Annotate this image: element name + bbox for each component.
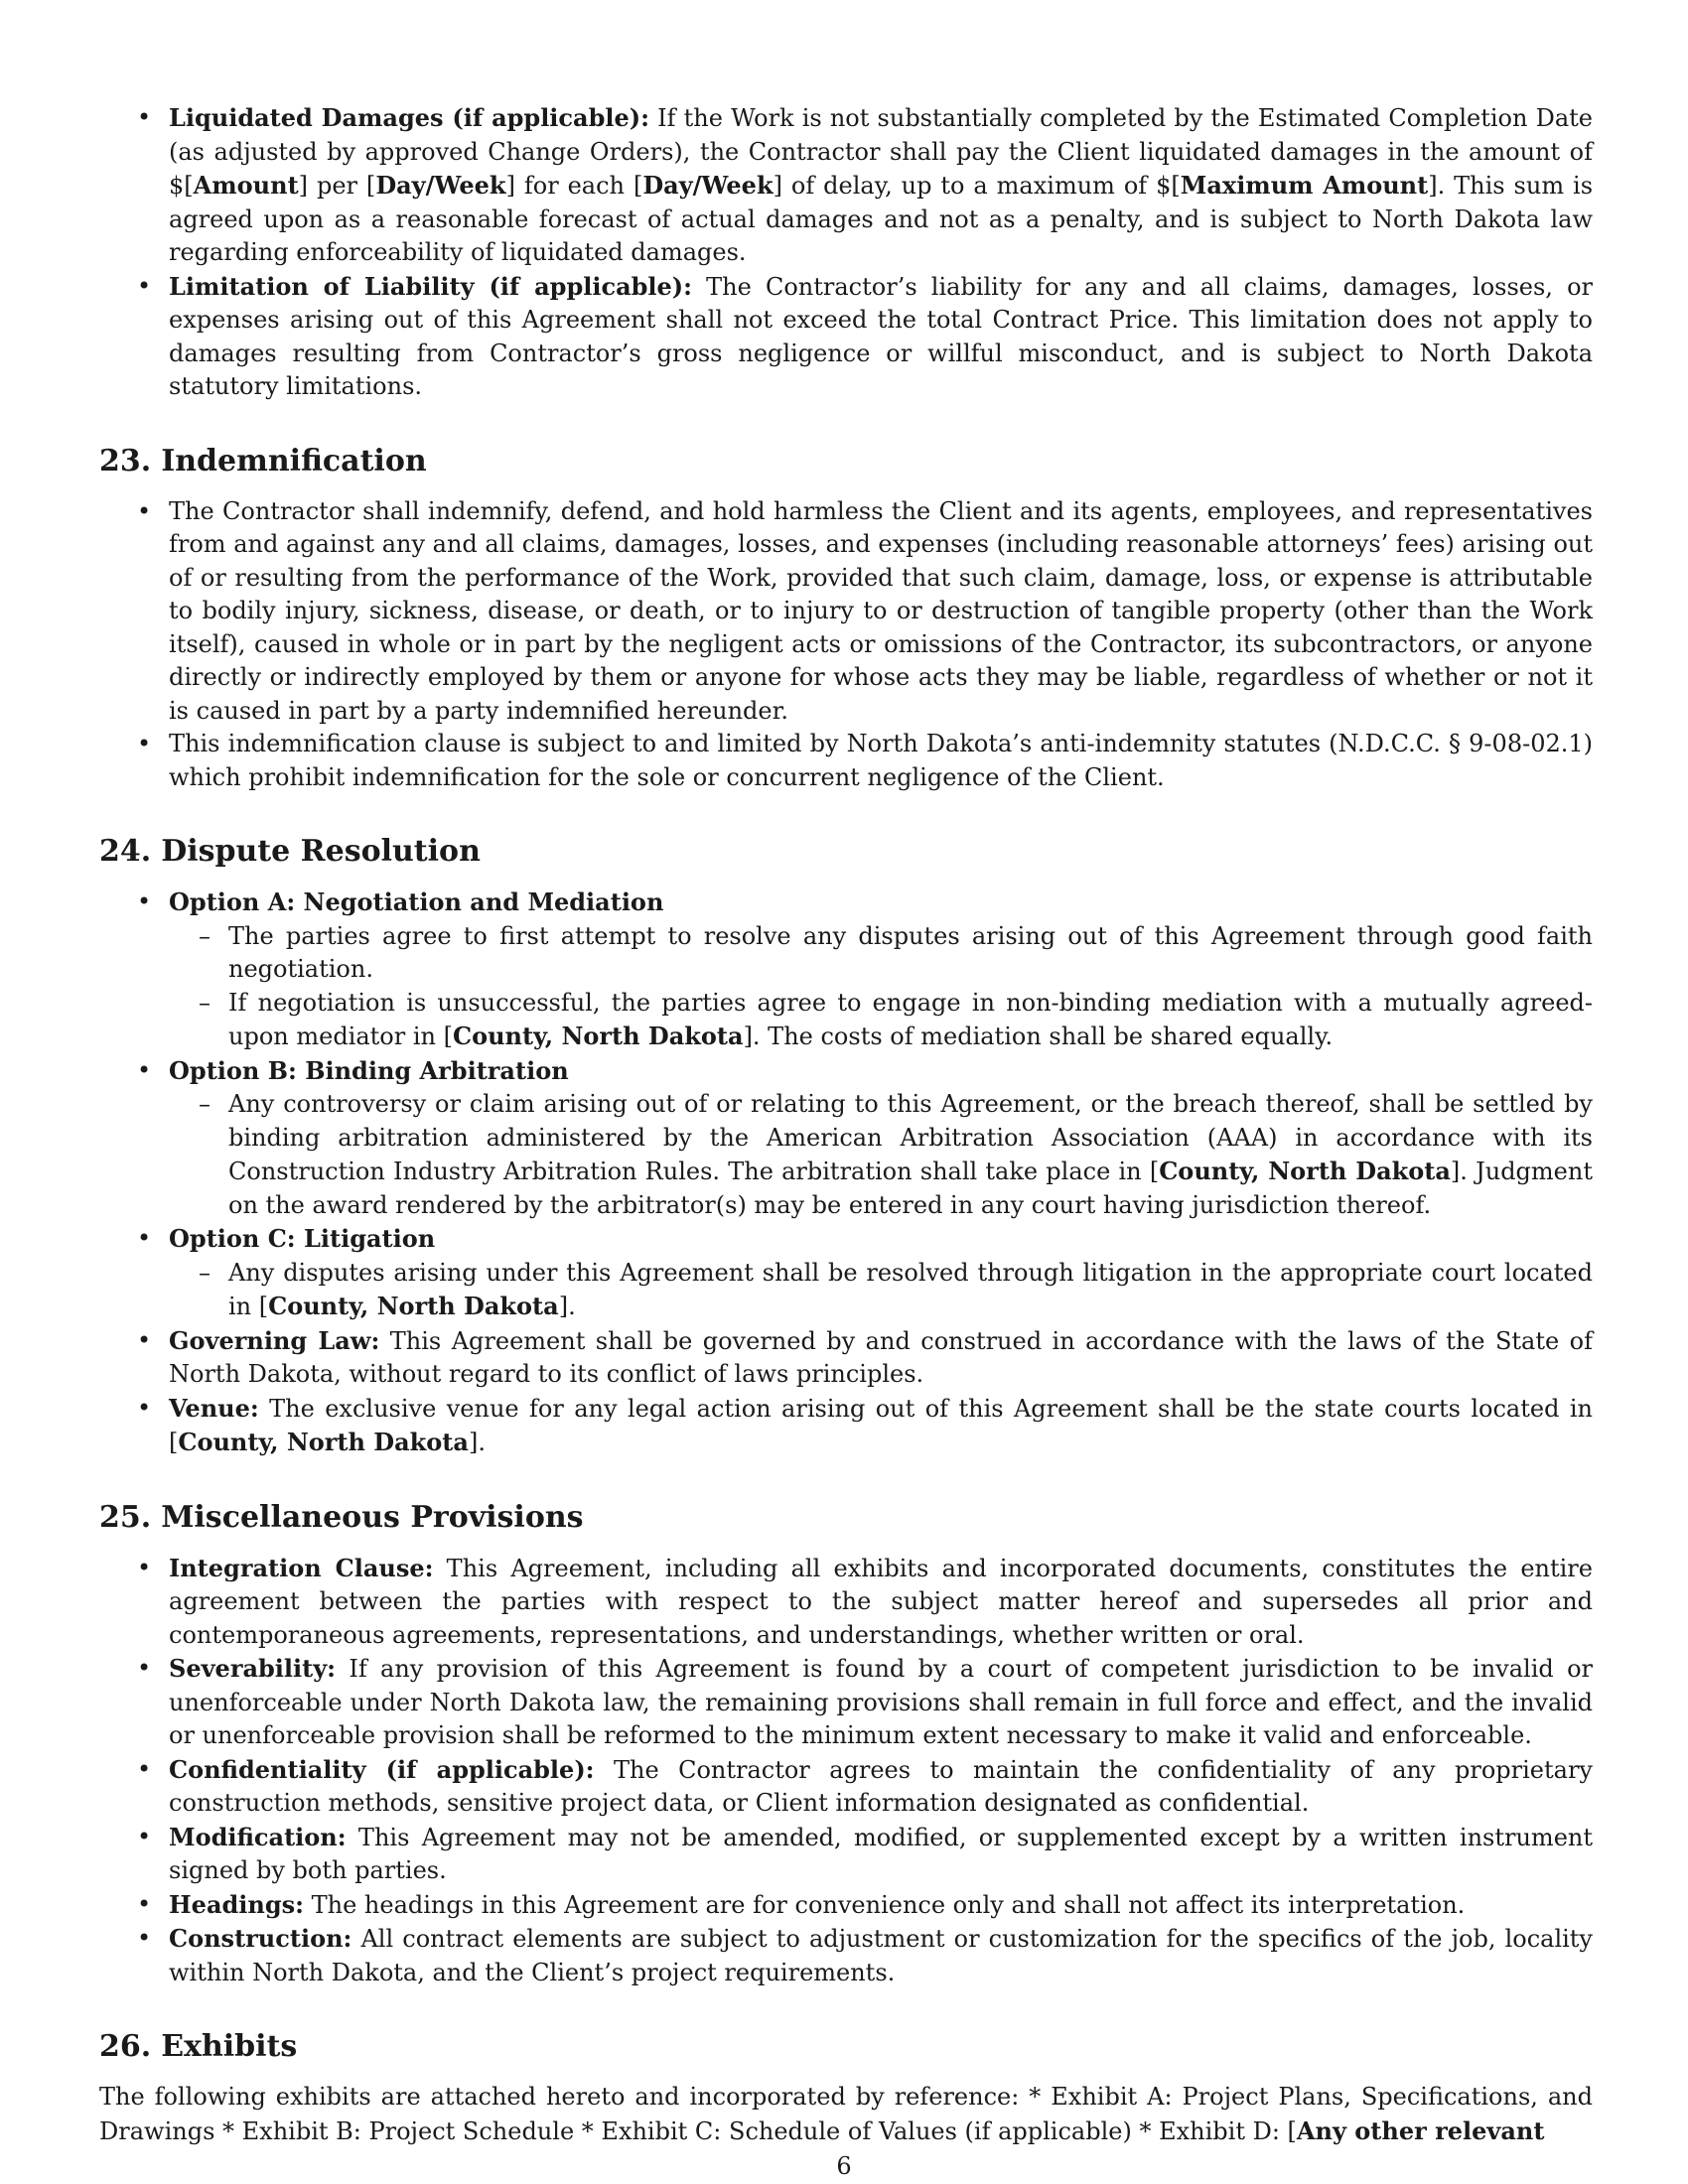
limitation-text: The Contractor’s liability for any and all claims, damages, losses, or expenses arising out of this Agreement shall not exceed the total Contract Price. This limitation does not apply to damages resulting from Contractor’s gross negligence or willful misconduct, and is subject to North Dakota statutory limitations. bbox=[169, 272, 1594, 400]
list-item-option-c bbox=[99, 1222, 1593, 1257]
list-item-integration bbox=[99, 1552, 1593, 1653]
section-heading-23 bbox=[99, 442, 1593, 481]
page-number: 6 bbox=[836, 2152, 852, 2180]
mediation-text-2: ]. The costs of mediation shall be shared equally. bbox=[743, 1023, 1334, 1050]
exhibits-paragraph bbox=[99, 2081, 1593, 2148]
exhibits-text: The following exhibits are attached hereto and incorporated by reference: * Exhibit A: Project Plans, Specifications, and Drawings * Exhibit B: Project Schedule * Exhibit C: Schedule of Values (if applicable) * Exhibit D: [ bbox=[99, 2083, 1593, 2145]
section-heading-25 bbox=[99, 1498, 1593, 1538]
liquidated-text-2: ] per [ bbox=[298, 172, 376, 200]
list-item-governing-law bbox=[99, 1324, 1593, 1392]
list-item-option-b bbox=[99, 1054, 1593, 1089]
section-number: 24. bbox=[99, 834, 152, 869]
headings-label: Headings: bbox=[169, 1889, 304, 1919]
section-title: Dispute Resolution bbox=[161, 834, 481, 869]
confidentiality-label: Confidentiality (if applicable): bbox=[169, 1754, 595, 1784]
liquidated-text-1: If the Work is not substantially completed by the Estimated Completion Date (as adjusted by approved Change Orders), the Contractor shall pay the Client liquidated damages in the amount of $[ bbox=[169, 104, 1593, 200]
section-title: Miscellaneous Provisions bbox=[161, 1499, 584, 1535]
liquidated-text-5: ]. This sum is agreed upon as a reasonable forecast of actual damages and not as a penalty, and is subject to North Dakota law regarding enforceability of liquidated damages. bbox=[169, 172, 1594, 266]
venue-text-2: ]. bbox=[468, 1429, 486, 1456]
section-number: 25. bbox=[99, 1499, 152, 1535]
mediation-text-1: If negotiation is unsuccessful, the parties agree to engage in non-binding mediation with a mutually agreed-upon mediator in [ bbox=[228, 988, 1593, 1050]
section-heading-24 bbox=[99, 832, 1593, 872]
exhibits-bold-tail: Any other relevant bbox=[1296, 2116, 1545, 2145]
placeholder-county: County, North Dakota bbox=[268, 1292, 559, 1320]
liquidated-damages-label: Liquidated Damages (if applicable): bbox=[169, 103, 649, 132]
section-number: 26. bbox=[99, 2029, 152, 2064]
sub-item-mediation bbox=[99, 987, 1593, 1054]
section-heading-26 bbox=[99, 2027, 1593, 2067]
construction-label: Construction: bbox=[169, 1924, 352, 1953]
list-item-construction bbox=[99, 1922, 1593, 1989]
placeholder-county: County, North Dakota bbox=[452, 1022, 744, 1050]
list-item-headings bbox=[99, 1888, 1593, 1923]
option-c-label: Option C: Litigation bbox=[169, 1224, 436, 1253]
placeholder-day-week: Day/Week bbox=[375, 171, 506, 200]
document-page bbox=[99, 101, 1593, 2148]
option-b-label: Option B: Binding Arbitration bbox=[169, 1055, 569, 1085]
sub-item-negotiation: – The parties agree to first attempt to resolve any disputes arising out of this Agreement through good faith negotiation. bbox=[99, 920, 1593, 987]
placeholder-maximum-amount: Maximum Amount bbox=[1180, 171, 1429, 200]
severability-label: Severability: bbox=[169, 1654, 337, 1683]
placeholder-county: County, North Dakota bbox=[1159, 1157, 1451, 1185]
modification-label: Modification: bbox=[169, 1822, 347, 1851]
list-item-limitation-of-liability bbox=[99, 270, 1593, 404]
section-number: 23. bbox=[99, 443, 152, 478]
severability-text: If any provision of this Agreement is found by a court of competent jurisdiction to be invalid or unenforceable under North Dakota law, the remaining provisions shall remain in full force and effect, and the invalid or unenforceable provision shall be reformed to the minimum extent necessary to make it valid and enforceable. bbox=[169, 1655, 1593, 1749]
list-item-severability bbox=[99, 1652, 1593, 1753]
section-title: Indemnification bbox=[161, 443, 427, 478]
option-a-label: Option A: Negotiation and Mediation bbox=[169, 887, 664, 916]
venue-text-1: The exclusive venue for any legal action arising out of this Agreement shall be the state courts located in [ bbox=[169, 1394, 1593, 1456]
governing-law-label: Governing Law: bbox=[169, 1325, 380, 1355]
venue-label: Venue: bbox=[169, 1393, 259, 1423]
placeholder-amount: Amount bbox=[193, 171, 299, 200]
headings-text: The headings in this Agreement are for convenience only and shall not affect its interpretation. bbox=[304, 1890, 1466, 1919]
integration-label: Integration Clause: bbox=[169, 1553, 434, 1582]
liquidated-text-3: ] for each [ bbox=[505, 172, 643, 200]
arbitration-text-1: Any controversy or claim arising out of or relating to this Agreement, or the breach thereof, shall be settled by binding arbitration administered by the American Arbitration Association (AAA) in accordance with its Construction Industry Arbitration Rules. The arbitration shall take place in [ bbox=[228, 1090, 1593, 1185]
list-item-indemnify: • The Contractor shall indemnify, defend, and hold harmless the Client and its agents, employees, and representatives from and against any and all claims, damages, losses, and expenses (including reasonable attorneys’ fees) arising out of or resulting from the performance of the Work, provided that such claim, damage, loss, or expense is attributable to bodily injury, sickness, disease, or death, or to injury to or destruction of tangible property (other than the Work itself), caused in whole or in part by the negligent acts or omissions of the Contractor, its subcontractors, or anyone directly or indirectly employed by them or anyone for whose acts they may be liable, regardless of whether or not it is caused in part by a party indemnified hereunder. bbox=[99, 495, 1593, 729]
construction-text: All contract elements are subject to adjustment or customization for the specifics of the job, locality within North Dakota, and the Client’s project requirements. bbox=[169, 1925, 1593, 1986]
limitation-label: Limitation of Liability (if applicable): bbox=[169, 271, 693, 301]
liquidated-text-4: ] of delay, up to a maximum of $[ bbox=[773, 172, 1181, 200]
sub-item-litigation bbox=[99, 1257, 1593, 1324]
list-item-option-a bbox=[99, 886, 1593, 920]
placeholder-county: County, North Dakota bbox=[178, 1428, 469, 1456]
integration-text: This Agreement, including all exhibits and incorporated documents, constitutes the entire agreement between the parties with respect to the subject matter hereof and supersedes all prior and contemporaneous agreements, representations, and understandings, whether written or oral. bbox=[169, 1554, 1593, 1649]
governing-law-text: This Agreement shall be governed by and construed in accordance with the laws of the State of North Dakota, without regard to its conflict of laws principles. bbox=[169, 1326, 1593, 1388]
list-item-liquidated-damages bbox=[99, 101, 1593, 270]
list-item-anti-indemnity: • This indemnification clause is subject to and limited by North Dakota’s anti-indemnity statutes (N.D.C.C. § 9-08-02.1) which prohibit indemnification for the sole or concurrent negligence of the Client. bbox=[99, 728, 1593, 794]
list-item-modification bbox=[99, 1821, 1593, 1888]
confidentiality-text: The Contractor agrees to maintain the confidentiality of any proprietary construction methods, sensitive project data, or Client information designated as confidential. bbox=[169, 1755, 1593, 1817]
litigation-text-2: ]. bbox=[558, 1293, 576, 1320]
litigation-text-1: Any disputes arising under this Agreement shall be resolved through litigation in the appropriate court located in [ bbox=[228, 1258, 1593, 1320]
modification-text: This Agreement may not be amended, modified, or supplemented except by a written instrument signed by both parties. bbox=[169, 1823, 1593, 1884]
list-item-confidentiality bbox=[99, 1753, 1593, 1821]
section-title: Exhibits bbox=[161, 2029, 298, 2064]
arbitration-text-2: ]. Judgment on the award rendered by the arbitrator(s) may be entered in any court having jurisdiction thereof. bbox=[228, 1158, 1593, 1219]
sub-item-arbitration bbox=[99, 1088, 1593, 1222]
list-item-venue bbox=[99, 1392, 1593, 1460]
placeholder-day-week-2: Day/Week bbox=[642, 171, 774, 200]
